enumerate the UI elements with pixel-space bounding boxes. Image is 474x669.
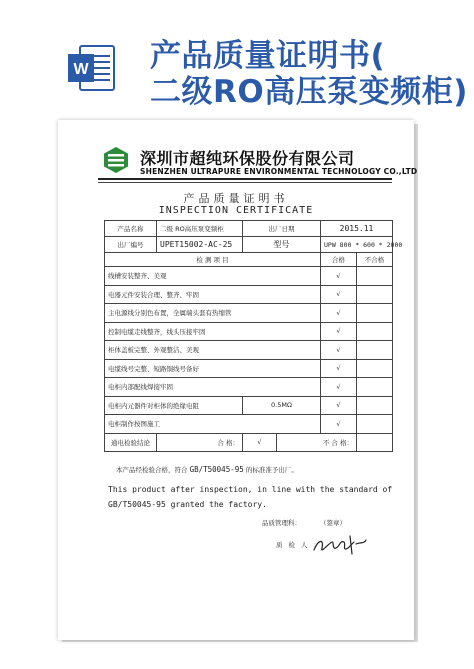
header-pass: 合格 <box>321 253 357 267</box>
product-name-value: 二级 RO高压泵变频柜 <box>157 221 243 237</box>
conclusion-pass-mark: √ <box>243 433 277 452</box>
footer-note <box>116 465 298 474</box>
item-pass-mark: √ <box>321 267 357 286</box>
banner <box>0 0 474 118</box>
header-fail: 不合格 <box>357 253 393 267</box>
svg-text:W: W <box>73 61 89 78</box>
item-fail-mark <box>357 267 393 286</box>
date-value: 2015.11 <box>321 221 393 237</box>
item-pass-mark: √ <box>321 415 357 434</box>
conclusion-fail-label: 不 合 格： <box>277 433 357 452</box>
model-label: 型号 <box>243 237 321 253</box>
table-row <box>105 322 393 341</box>
table-row <box>105 415 393 434</box>
item-fail-mark <box>357 341 393 360</box>
item-text: 控制电缆走线整齐，线头压接牢固 <box>105 322 321 341</box>
table-row <box>105 285 393 304</box>
model-value: UPW 800 * 600 * 2000 <box>321 237 393 253</box>
item-text: 电柜内元器件对柜体的绝缘电阻 <box>105 396 243 415</box>
handwritten-signature <box>310 530 370 558</box>
item-text: 电柜制作按图施工 <box>105 415 321 434</box>
item-fail-mark <box>357 322 393 341</box>
certificate-title-cn: 产品质量证明书 <box>183 192 289 205</box>
item-fail-mark <box>357 304 393 323</box>
date-label: 出厂日期 <box>243 221 321 237</box>
qc-label: 品质管理科： <box>262 519 301 527</box>
inspection-table <box>104 220 403 452</box>
table-row <box>105 341 393 360</box>
english-statement: This product after inspection, in line with the standard of GB/T50045-95 granted the factory. <box>108 485 393 509</box>
footer-note-pre: 本产品经检验合格，符合 <box>116 466 188 474</box>
item-pass-mark: √ <box>321 322 357 341</box>
item-pass-mark: √ <box>321 341 357 360</box>
table-row <box>105 267 393 286</box>
table-row <box>105 304 393 323</box>
certificate-title-en: INSPECTION CERTIFICATE <box>158 205 314 216</box>
product-name-label: 产品名称 <box>105 221 157 237</box>
company-name-en: SHENZHEN ULTRAPURE ENVIRONMENTAL TECHNOLOGY CO.,LTD <box>140 167 418 176</box>
banner-title-line1: 产品质量证明书( <box>150 38 386 74</box>
item-fail-mark <box>357 378 393 397</box>
item-pass-mark: √ <box>321 304 357 323</box>
item-text: 线槽安装整齐、美观 <box>105 267 321 286</box>
item-text: 电缆线号完整、短路铜线号备好 <box>105 359 321 378</box>
info-row-1 <box>105 221 393 237</box>
item-pass-mark: √ <box>321 359 357 378</box>
serial-label: 出厂编号 <box>105 237 157 253</box>
item-fail-mark <box>357 359 393 378</box>
table-row <box>105 378 393 397</box>
item-text: 电器元件安装合理、整齐、牢固 <box>105 285 321 304</box>
table-row <box>105 396 393 415</box>
item-pass-mark: √ <box>321 285 357 304</box>
certificate-page <box>58 120 418 640</box>
item-text: 电柜内部配线焊接牢固 <box>105 378 321 397</box>
item-fail-mark <box>357 285 393 304</box>
item-pass-mark: √ <box>321 396 357 415</box>
conclusion-row <box>105 433 393 452</box>
item-fail-mark <box>357 415 393 434</box>
company-name-cn: 深圳市超纯环保股份有限公司 <box>140 149 355 168</box>
header-rule <box>98 178 392 180</box>
conclusion-fail-mark <box>357 433 393 452</box>
header-item: 检 测 项 目 <box>105 253 321 267</box>
header-rule-thin <box>98 182 392 183</box>
conclusion-label: 通电检验结论 <box>105 433 157 452</box>
footer-note-post: 的标准准予出厂。 <box>245 466 298 474</box>
table-row <box>105 359 393 378</box>
info-row-2 <box>105 237 393 253</box>
table-header-row <box>105 253 393 267</box>
inspector-label: 质检人： <box>276 541 326 549</box>
footer-note-standard: GB/T50045-95 <box>189 465 244 474</box>
item-text: 柜体盖板完整、外观整洁、美观 <box>105 341 321 360</box>
conclusion-pass-label: 合 格： <box>157 433 243 452</box>
item-measurement: 0.5MΩ <box>243 396 321 415</box>
item-text: 主电源线分别色布置，全属端头套有热缩管 <box>105 304 321 323</box>
word-document-icon <box>66 42 118 94</box>
company-logo-icon <box>102 146 130 174</box>
serial-value: UPET15002-AC-25 <box>157 237 243 253</box>
item-pass-mark: √ <box>321 378 357 397</box>
banner-title-line2: 二级RO高压泵变频柜) <box>150 74 468 110</box>
item-fail-mark <box>357 396 393 415</box>
qc-seal: （签章） <box>320 519 346 527</box>
